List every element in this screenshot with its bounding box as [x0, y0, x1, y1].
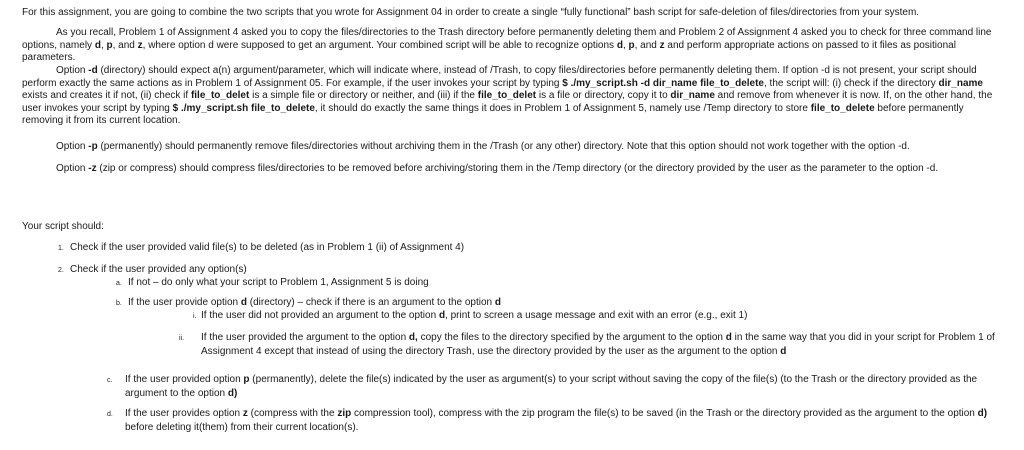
option-d-label: d) — [227, 387, 238, 399]
option-d-label: d — [725, 332, 732, 343]
option-z-label: z — [137, 39, 143, 51]
text-run: Option — [56, 141, 89, 152]
option-d-label: d — [94, 39, 101, 51]
option-p-label: p — [628, 39, 635, 51]
text-run: If the user provide option — [128, 297, 241, 308]
text-run: , print to screen a usage message and exit with an error (e.g., exit 1) — [445, 310, 748, 321]
intro-paragraph — [22, 7, 1004, 20]
text-run: Option — [56, 163, 89, 174]
sub-list-item-text — [107, 374, 996, 400]
text-run: copy the files to the directory specified by the argument to the option — [417, 332, 726, 343]
text-run: If the user provided the argument to the option — [201, 332, 409, 343]
recall-paragraph — [22, 27, 1004, 65]
command-example: $ ./my_script.sh file_to_delete — [172, 102, 315, 114]
command-example: $ ./my_script.sh -d dir_name file_to_delete — [562, 77, 764, 89]
option-d-paragraph — [22, 65, 1004, 128]
sub-sub-list-item-text — [179, 332, 996, 358]
text-run: (compress with the — [247, 408, 338, 419]
option-d-label: d, — [408, 332, 418, 343]
option-d-label: d) — [977, 408, 988, 419]
text-run: Option — [56, 65, 89, 76]
option-d-label: d — [780, 345, 787, 357]
list-marker: a. — [116, 280, 122, 287]
sub-list-item — [116, 297, 996, 311]
text-run: is a file or directory, copy it to — [536, 90, 671, 101]
code-term: dir_name — [670, 90, 715, 101]
sub-sub-list-item — [193, 310, 999, 324]
option-flag: -d — [88, 65, 98, 76]
text-run: and perform appropriate actions on passed to it files as positional parameters. — [22, 39, 956, 63]
code-term: file_to_delet — [190, 90, 250, 101]
text-run: is a simple file or directory or neither, and (iii) if the — [249, 90, 478, 101]
text-run: , — [622, 39, 629, 51]
requirements-heading: Your script should: — [22, 221, 104, 232]
text-run: If the user did not provided an argument to the option — [201, 310, 439, 321]
text-run: (directory) – check if there is an argument to the option — [246, 297, 495, 308]
text-run: compression tool), compress with the zip program the file(s) to be saved (in the Trash or the directory provided as the argument to the option — [351, 408, 978, 419]
intro-text: For this assignment, you are going to combine the two scripts that you wrote for Assignment 04 in order to create a single “fully functional” bash script for safe-deletion of files/directories from your system. — [22, 7, 920, 18]
text-run: before permanently removing it from its current location. — [22, 102, 964, 126]
code-term: file_to_delete — [810, 102, 875, 114]
option-z-paragraph — [22, 163, 1004, 176]
option-d-label: d — [438, 310, 446, 321]
text-run: , it should do exactly the same things it does in Problem 1 of Assignment 5, namely use /Temp directory to store — [314, 102, 811, 114]
text-run: and remove from whenever it is now. If, on the other hand, the user invokes your script by typing — [22, 90, 993, 114]
text-run: before deleting it(them) from their current location(s). — [125, 421, 359, 433]
text-run: , — [100, 39, 107, 51]
list-item-text: If not – do only what your script to Problem 1, Assignment 5 is doing — [128, 277, 429, 288]
sub-list-item — [107, 374, 996, 400]
code-term: zip — [337, 408, 352, 419]
text-run: (permanently) should permanently remove files/directories without archiving them in the /Trash (or any other) directory. Note that this option should not work together with the option -d. — [97, 141, 910, 152]
text-run: (zip or compress) should compress files/directories to be removed before archiving/storing them in the /Temp directory (or the directory provided by the user as the parameter to the option -d. — [96, 163, 939, 174]
sub-list-item-text — [107, 408, 996, 434]
text-run: , and — [112, 39, 138, 51]
text-run: As you recall, Problem 1 of Assignment 4 asked you to copy the files/directories to the Trash directory before permanently deleting them and Problem 2 of Assignment 4 asked you to check for three command line options, namely — [22, 27, 992, 51]
option-d-label: d — [616, 39, 623, 51]
option-p-paragraph — [22, 141, 1004, 154]
option-p-label: p — [106, 39, 113, 51]
text-run: , where option d were supposed to get an argument. Your combined script will be able to recognize options — [142, 39, 617, 51]
text-run: exists and creates it if not, (ii) check if — [22, 90, 191, 101]
text-run: (permanently), delete the file(s) indicated by the user as argument(s) to your script without saving the copy of the file(s) (to the Trash or the directory provided as the argument to the option — [125, 374, 978, 399]
sub-list-item — [107, 408, 996, 434]
option-flag: -z — [88, 163, 97, 174]
option-flag: -p — [88, 141, 98, 152]
sub-sub-list-item — [179, 332, 996, 358]
text-run: (directory) should expect a(n) argument/parameter, which will indicate where, instead of /Trash, to copy files/directories before permanently deleting them. If option -d is not present, your script should perform exactly the same actions as in Problem 1 of Assignment 05. For example, if the user invokes your script by typing — [22, 65, 977, 89]
option-z-label: z — [659, 39, 665, 51]
list-item — [58, 242, 998, 256]
option-p-label: p — [243, 374, 250, 385]
text-run: If the user provided option — [125, 374, 244, 385]
list-marker: d. — [107, 411, 113, 418]
code-term: file_to_delet — [477, 90, 537, 101]
list-marker: ii. — [179, 335, 185, 342]
list-marker: c. — [107, 377, 113, 384]
code-term: dir_name — [938, 77, 983, 89]
text-run: , the script will: (i) check if the directory — [764, 77, 939, 89]
list-item — [58, 264, 998, 278]
list-item-text: Check if the user provided any option(s) — [70, 264, 247, 275]
list-marker: 2. — [58, 267, 64, 274]
option-d-label: d — [240, 297, 247, 308]
text-run: , and — [634, 39, 660, 51]
text-run: If the user provides option — [125, 408, 243, 419]
list-marker: i. — [193, 313, 197, 320]
option-d-label: d — [494, 297, 501, 308]
option-z-label: z — [242, 408, 248, 419]
list-item-text: Check if the user provided valid file(s) to be deleted (as in Problem 1 (ii) of Assignment 4) — [70, 242, 465, 253]
list-marker: 1. — [58, 245, 64, 252]
list-marker: b. — [116, 300, 122, 307]
text-run: in the same way that you did in your script for Problem 1 of Assignment 4 except that instead of using the directory Trash, use the directory provided by the user as the argument to the option — [201, 332, 995, 357]
sub-list-item — [116, 277, 996, 291]
